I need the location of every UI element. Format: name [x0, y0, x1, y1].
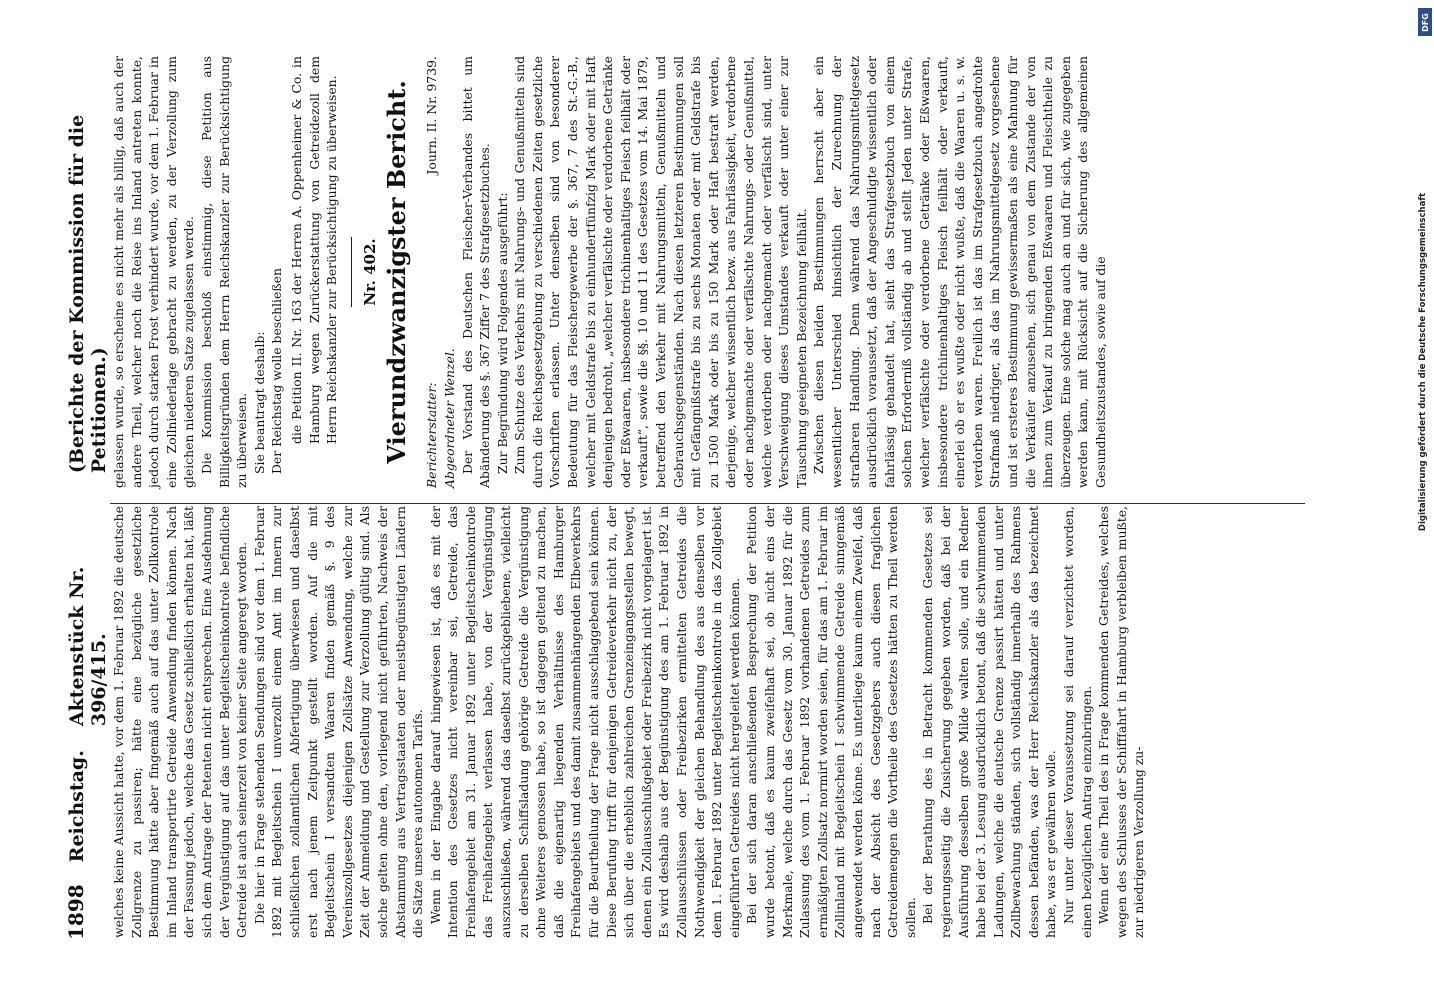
paragraph: Nur unter dieser Voraussetzung sei darauf verzichtet worden, einen bezüglichen Antrag einzubringen.: [1061, 506, 1094, 938]
paragraph: gelassen wurde, so erscheine es nicht mehr als billig, daß auch der andere Theil, welcher noch die Reise ins Inland antreten konnte, jedoch durch starken Frost verhindert wurde, vor dem 1. Februar in eine Zollniederlage gebracht zu werden, zu der Verzollung zum gleichen niederen Satze zugelassen werde.: [111, 56, 197, 488]
rapporteur-label: Berichterstatter:: [424, 382, 440, 488]
section-title: Reichstag.: [66, 750, 88, 863]
left-column: [110, 506, 1148, 938]
paragraph: Zur Begründung wird Folgendes ausgeführt:: [494, 192, 510, 474]
dfg-watermark: [1418, 8, 1432, 992]
paragraph: Sie beantragt deshalb:: [251, 331, 267, 474]
paragraph: Zwischen diesen beiden Bestimmungen herrscht aber ein wesentlicher Unterschied hinsichtlich der Zurechnung der strafbaren Handlung. Denn während das Nahrungsmittelgesetz ausdrücklich voraussetzt, daß der Angeschuldigte wissentlich oder fahrlässig gehandelt hat, sieht das Strafgesetzbuch von einem solchen Erforderniß vollständig ab und stellt Jeden unter Strafe, welcher verfälschte oder verdorbene Getränke oder Eßwaaren, insbesondere trichinenhaltiges Fleisch feilhält oder verkauft, einerlei ob er es wußte oder nicht wußte, daß die Waaren u. s. w. verdorben waren. Freilich ist das im Strafgesetzbuch angedrohte Strafmaß niedriger, als das im Nahrungsmittelgesetz vorgesehene und ist ersteres Bestimmung gewissermaßen als eine Mahnung für die Verkäufer anzusehen, sich genau von dem Zustande der von ihnen zum Verkauf zu bringenden Eßwaaren und Fleischtheile zu überzeugen. Eine solche mag auch an und für sich, wie zugegeben werden kann, mit Rücksicht auf die Sicherung des allgemeinen Gesundheitszustandes, sowie auf die: [811, 56, 1108, 488]
paragraph: Wenn in der Eingabe darauf hingewiesen ist, daß es mit der Intention des Gesetzes nicht vereinbar sei, Getreide, das Freihafengebiet am 31. Januar 1892 unter Begleitscheinkontrole das Freihafengebiet verlassen habe, von der Vergünstigung auszuschließen, während das daselbst zurückgebliebene, vielleicht zu derselben Schiffsladung gehörige Getreide die Vergünstigung ohne Weiteres genossen habe, so ist dagegen geltend zu machen, daß die eigenartig liegenden Verhältnisse des Hamburger Freihafengebiets und des damit zusammenhängenden Elbeverkehrs für die Beurtheilung der Frage nicht ausschlaggebend sein können. Diese Berufung trifft für denjenigen Getreideverkehr nicht zu, der sich über die erheblich zahlreichen Grenzeingangsstellen bewegt, denen ein Zollausschlußgebiet oder Freibezirk nicht vorgelagert ist. Es wird deshalb aus der Begünstigung des am 1. Februar 1892 in Zollausschlüssen oder Freibezirken ermittelten Getreides die Nothwendigkeit der gleichen Behandlung des aus denselben vor dem 1. Februar 1892 unter Begleitscheinkontrole in das Zollgebiet eingeführten Getreides nicht hergeleitet werden können.: [427, 506, 742, 938]
paragraph: Bei der sich daran anschließenden Besprechung der Petition wurde betont, daß es kaum zweifelhaft sei, ob nicht eins der Merkmale, welche durch das Gesetz vom 30. Januar 1892 für die Zulassung des vom 1. Februar 1892 vorhandenen Getreides zum ermäßigten Zollsatz normirt worden seien, für das am 1. Februar im Zollinland mit Begleitschein I schwimmende Getreide sinngemäß angewendet werden könne. Es unterliege kaum einem Zweifel, daß nach der Absicht des Gesetzgebers auch diesen fraglichen Getreidemengen die Vortheile des Gesetzes hätten zu Theil werden sollen.: [744, 506, 918, 938]
report-title: Vierundzwanzigster Bericht.: [382, 80, 412, 464]
paragraph: Bei der Berathung des in Betracht kommenden Gesetzes sei regierungsseitig die Zusicherung gegeben worden, daß bei der Ausführung desselben große Milde walten solle, und ein Redner habe bei der 3. Lesung ausdrücklich betont, daß die schwimmenden Ladungen, welche die deutsche Grenze passirt hätten und unter Zollbewachung ständen, sich vollständig innerhalb des Rahmens dessen befänden, was der Herr Reichskanzler als das bezeichnet habe, was er gewähren wolle.: [920, 506, 1059, 938]
document-title: (Berichte der Kommission für die Petitionen.): [66, 114, 110, 474]
page-header: [64, 20, 110, 940]
rapporteur-name: Abgeordneter Wenzel.: [441, 348, 457, 488]
paragraph: welches keine Aussicht hatte, vor dem 1. Februar 1892 die deutsche Zollgrenze zu passiren; hätte eine bezügliche gesetzliche Bestimmung hätte aber fingemäß auch auf das unter Zollkontrole im Inland transportirte Getreide Anwendung finden können. Nach der Fassung jedoch, welche das Gesetz schließlich erhalten hat, läßt sich dem Antrage der Petenten nicht entsprechen. Eine Ausdehnung der Vergünstigung auf das unter Begleitscheinkontrole befindliche Getreide ist auch seinerzeit von keiner Seite angeregt worden.: [111, 506, 250, 938]
paragraph: Zum Schutze des Verkehrs mit Nahrungs- und Genußmitteln sind durch die Reichsgesetzgebung zu verschiedenen Zeiten gesetzliche Vorschriften erlassen. Unter denselben sind von besonderer Bedeutung für das Fleischergewerbe der §. 367, 7 des St.-G.-B., welcher mit Geldstrafe bis zu einhundertfünfzig Mark oder mit Haft denjenigen bedroht, „welcher verfälschte oder verdorbene Getränke oder Eßwaaren, insbesondere trichinenhaltiges Fleisch feilhält oder verkauft“, sowie die §§. 10 und 11 des Gesetzes vom 14. Mai 1879, betreffend den Verkehr mit Nahrungsmitteln, Genußmitteln und Gebrauchsgegenständen. Nach diesen letzteren Bestimmungen soll mit Gefängnißstrafe bis zu sechs Monaten oder mit Geldstrafe bis zu 1500 Mark oder bis zu 150 Mark oder Haft bestraft werden, derjenige, welcher wissentlich bezw. aus Fahrlässigkeit, verdorbene oder nachgemachte oder verfälschte Nahrungs- oder Genußmittel, welche verdorben oder nachgemacht oder verfälscht sind, unter Verschweigung dieses Umstandes verkauft oder unter einer zur Täuschung geeigneten Bezeichnung feilhält.: [512, 56, 809, 488]
document-label: Aktenstück Nr. 396/415.: [66, 566, 110, 727]
page-number: 1898: [64, 884, 88, 940]
watermark-text: Digitalisierung gefördert durch die Deutsche Forschungsgemeinschaft: [1418, 192, 1428, 532]
paragraph: Der Vorstand des Deutschen Fleischer-Verbandes bittet um Abänderung des §. 367 Ziffer 7 des Strafgesetzbuches.: [459, 56, 493, 488]
journal-reference: Journ. II. Nr. 9739.: [424, 56, 440, 175]
report-number: Nr. 402.: [360, 238, 379, 306]
dfg-logo: DFG: [1418, 8, 1432, 36]
paragraph: Die Kommission beschloß einstimmig, diese Petition aus Billigkeitsgründen dem Herrn Reichskanzler zur Berücksichtigung zu überweisen.: [198, 56, 250, 488]
section-rule: [351, 237, 352, 307]
paragraph: Die hier in Frage stehenden Sendungen sind vor dem 1. Februar 1892 mit Begleitschein I unverzollt einem Amt im Innern zur schließlichen zollamtlichen Abfertigung überwiesen und daselbst erst nach jenem Zeitpunkt gestellt worden. Auf die mit Begleitschein I versandten Waaren finden gemäß §. 9 des Vereinszollgesetzes diejenigen Zollsätze Anwendung, welche zur Zeit der Anmeldung und Gestellung zur Verzollung gültig sind. Als solche gelten ohne den, vorliegend nicht geführten, Nachweis der Abstammung aus Vertragsstaaten oder meistbegünstigten Ländern die Sätze unseres autonomen Tarifs.: [251, 506, 426, 938]
report-meta: [423, 56, 441, 488]
column-divider: [110, 503, 1305, 504]
resolution-text: die Petition II. Nr. 163 der Herren A. Oppenheimer & Co. in Hamburg wegen Zurückerstattung von Getreidezoll dem Herrn Reichskanzler zur Berücksichtigung zu überweisen.: [288, 56, 340, 444]
paragraph: Der Reichstag wolle beschließen: [269, 268, 285, 474]
paragraph: Wenn der eine Theil des in Frage kommenden Getreides, welches wegen des Schlusses der Schifffahrt in Hamburg verbleiben mußte, zur niedrigeren Verzollung zu-: [1096, 506, 1147, 938]
right-column: [110, 56, 1109, 488]
